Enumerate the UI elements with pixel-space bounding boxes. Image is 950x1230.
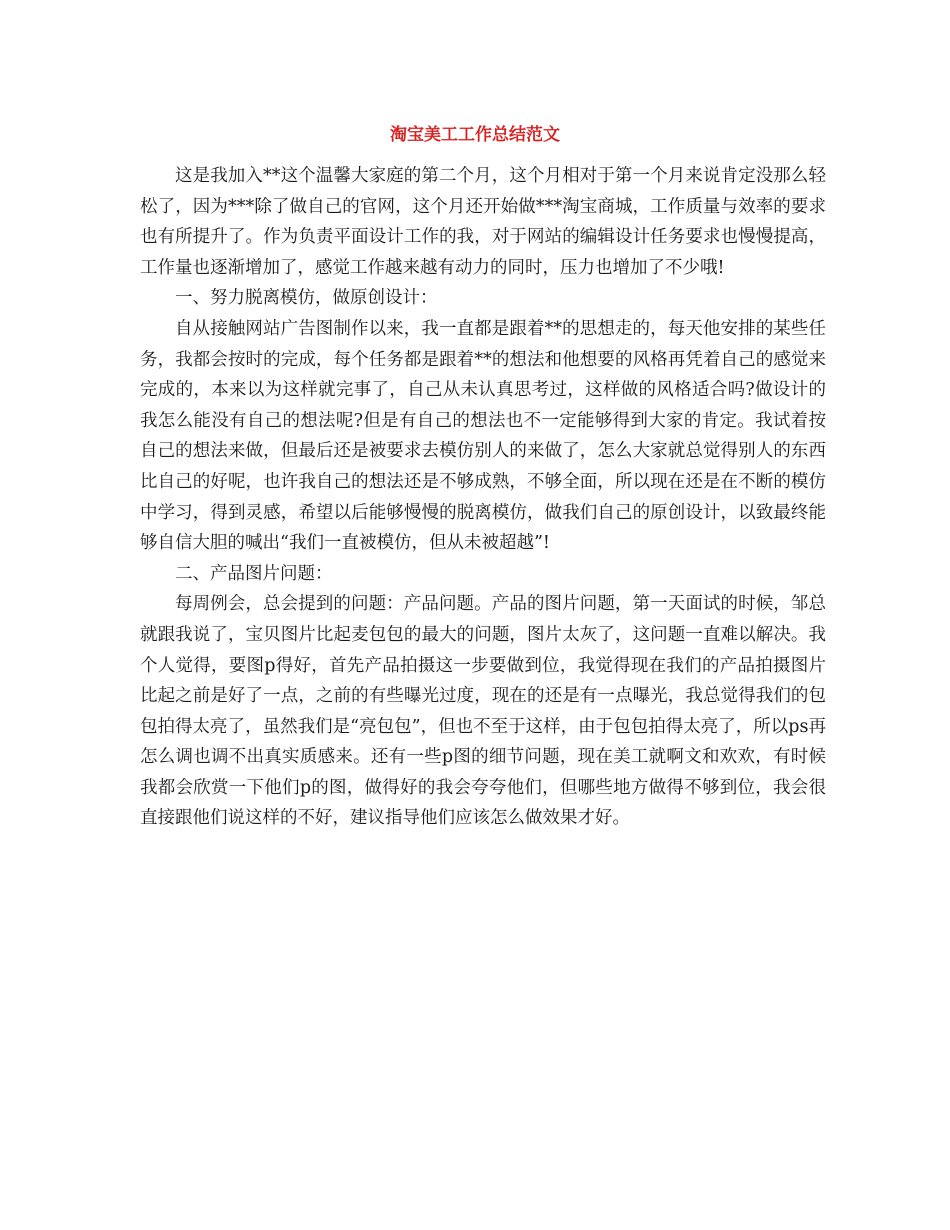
document-title: 淘宝美工工作总结范文 (390, 125, 560, 145)
intro-paragraph: 这是我加入**这个温馨大家庭的第二个月，这个月相对于第一个月来说肯定没那么轻松了，因为***除了做自己的官网，这个月还开始做***淘宝商城，工作质量与效率的要求也有所提升了。作为负责平面设计工作的我，对于网站的编辑设计任务要求也慢慢提高，工作量也逐渐增加了，感觉工作越来越有动力的同时，压力也增加了不少哦! (140, 166, 826, 278)
document-body (140, 161, 826, 834)
section-heading-original-design: 一、努力脱离模仿，做原创设计： (175, 288, 438, 309)
product-images-paragraph: 每周例会，总会提到的问题：产品问题。产品的图片问题，第一天面试的时候，邹总就跟我说了，宝贝图片比起麦包包的最大的问题，图片太灰了，这问题一直难以解决。我个人觉得，要图p得好，首先产品拍摄这一步要做到位，我觉得现在我们的产品拍摄图片比起之前是好了一点，之前的有些曝光过度，现在的还是有一点曝光，我总觉得我们的包包拍得太亮了，虽然我们是“亮包包”，但也不至于这样，由于包包拍得太亮了，所以ps再怎么调也调不出真实质感来。还有一些p图的细节问题，现在美工就啊文和欢欢，有时候我都会欣赏一下他们p的图，做得好的我会夸夸他们，但哪些地方做得不够到位，我会很直接跟他们说这样的不好，建议指导他们应该怎么做效果才好。 (140, 594, 826, 829)
section-heading-product-images: 二、产品图片问题： (175, 563, 333, 584)
original-design-paragraph: 自从接触网站广告图制作以来，我一直都是跟着**的思想走的，每天他安排的某些任务，我都会按时的完成，每个任务都是跟着**的想法和他想要的风格再凭着自己的感觉来完成的，本来以为这样就完事了，自己从未认真思考过，这样做的风格适合吗?做设计的我怎么能没有自己的想法呢?但是有自己的想法也不一定能够得到大家的肯定。我试着按自己的想法来做，但最后还是被要求去模仿别人的来做了，怎么大家就总觉得别人的东西比自己的好呢，也许我自己的想法还是不够成熟，不够全面，所以现在还是在不断的模仿中学习，得到灵感，希望以后能够慢慢的脱离模仿，做我们自己的原创设计，以致最终能够自信大胆的喊出“我们一直被模仿，但从未被超越”! (140, 318, 826, 554)
